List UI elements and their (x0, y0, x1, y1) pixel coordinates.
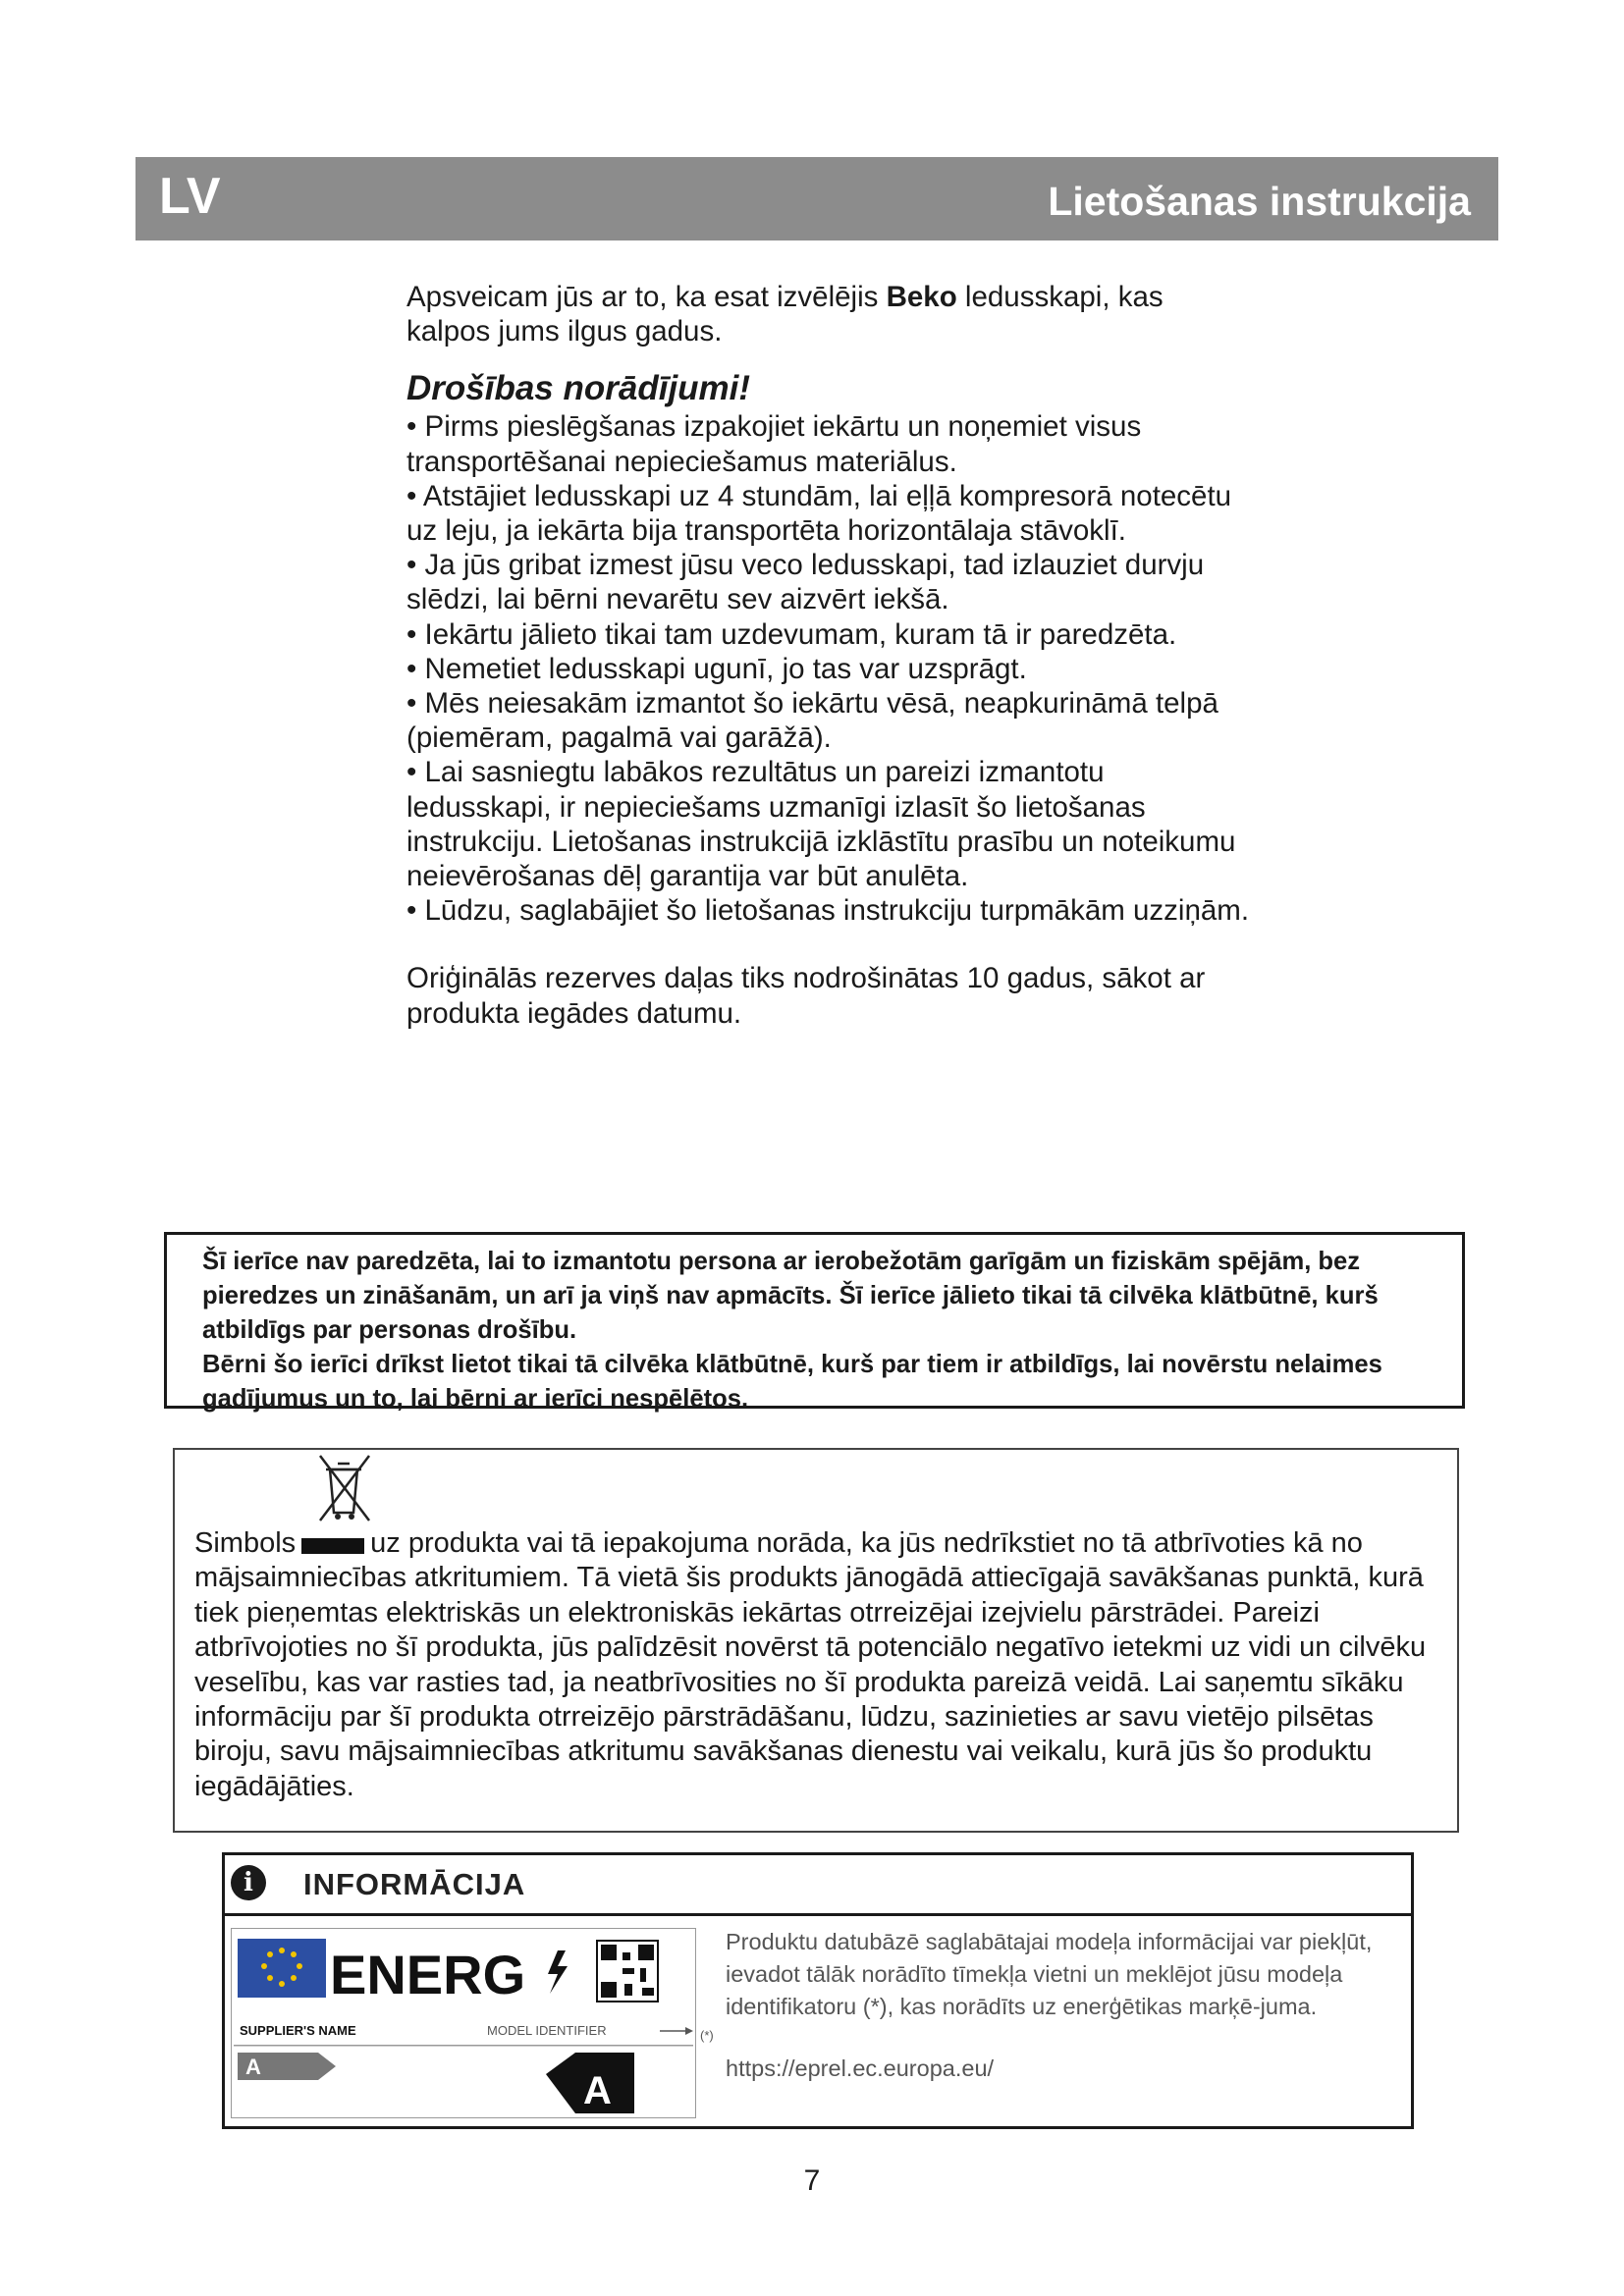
safety-item: • Pirms pieslēgšanas izpakojiet iekārtu un noņemiet visus transportēšanai nepieciešamus materiālus. (406, 410, 1142, 478)
class-letter-right: A (583, 2069, 612, 2112)
energy-word: ENERG (330, 1944, 526, 2005)
safety-item: • Lūdzu, saglabājiet šo lietošanas instrukciju turpmākām uzziņām. (406, 894, 1250, 928)
safety-item: • Mēs neiesakām izmantot šo iekārtu vēsā, neapkurināmā telpā (piemēram, pagalmā vai garāžā). (406, 687, 1218, 755)
bin-bar-icon (301, 1526, 364, 1556)
info-header (225, 1855, 1411, 1916)
eprel-link[interactable]: https://eprel.ec.europa.eu/ (726, 2056, 995, 2081)
warning-paragraph: Bērni šo ierīci drīkst lietot tikai tā cilvēka klātbūtnē, kurš par tiem ir atbildīgs, lai novērstu nelaimes gadījumus un to, lai bērni ar ierīci nespēlētos. (202, 1351, 1382, 1413)
model-identifier-label: MODEL IDENTIFIER (487, 2023, 607, 2038)
intro-text-end: ledusskapi, kas kalpos jums ilgus gadus. (406, 281, 1164, 348)
energy-label-illustration (231, 1928, 696, 2118)
qr-code-icon (597, 1941, 658, 2002)
page-number: 7 (803, 2164, 821, 2197)
class-letter-left: A (245, 2055, 261, 2079)
safety-item: • Atstājiet ledusskapi uz 4 stundām, lai eļļā kompresorā notecētu uz leju, ja iekārta bija transportēta horizontālaja stāvoklī. (406, 479, 1232, 548)
info-paragraph: Produktu datubāzē saglabātajai modeļa informācijai var piekļūt, ievadot tālāk norādīto tīmekļa vietni un meklējot jūsu modeļa identifikatoru (*), kas norādīts uz enerģētikas marķē-juma. (726, 1929, 1373, 2019)
intro-paragraph (406, 280, 1251, 348)
product-info-box (222, 1852, 1414, 2129)
info-description (726, 1926, 1393, 2085)
safety-item: • Lai sasniegtu labākos rezultātus un pareizi izmantotu ledusskapi, ir nepieciešams uzmanīgi izlasīt šo lietošanas instrukciju. Lietošanas instrukcijā izklāstītu prasību un noteikumu neievērošanas dēļ garantija var būt anulēta. (406, 756, 1236, 893)
brand-name: Beko (886, 281, 957, 313)
info-title: INFORMĀCIJA (303, 1867, 526, 1901)
safety-item: • Iekārtu jālieto tikai tam uzdevumam, kuram tā ir paredzēta. (406, 617, 1177, 651)
safety-list (406, 409, 1251, 928)
main-content (406, 280, 1251, 1031)
safety-item: • Ja jūs gribat izmest jūsu veco ledusskapi, tad izlauziet durvju slēdzi, lai bērni nevarētu sev aizvērt iekšā. (406, 549, 1205, 616)
child-safety-warning-box (164, 1232, 1465, 1413)
energy-label-graphic (232, 1929, 695, 2117)
spare-parts-note: Oriģinālās rezerves daļas tiks nodrošinātas 10 gadus, sākot ar produkta iegādes datumu. (406, 962, 1206, 1030)
recycling-box (173, 1448, 1459, 1833)
document-title: Lietošanas instrukcija (1048, 179, 1471, 224)
identifier-marker: (*) (700, 2028, 714, 2043)
info-icon: i (231, 1865, 266, 1900)
intro-text-start: Apsveicam jūs ar to, ka esat izvēlējis (406, 281, 887, 313)
safety-item: • Nemetiet ledusskapi ugunī, jo tas var uzsprāgt. (406, 652, 1027, 685)
recycling-text-end: uz produkta vai tā iepakojuma norāda, ka jūs nedrīkstiet no tā atbrīvoties kā no mājsaimniecības atkritumiem. Tā vietā šis produkts jānogādā attiecīgajā savākšanas punktā, kurā tiek pieņemtas elektriskās un elektroniskās iekārtas otrreizējai izejvielu pārstrādei. Pareizi atbrīvojoties no šī produkta, jūs palīdzēsit novērst tā potenciālo negatīvo ietekmi uz vidi un cilvēku veselību, kas var rasties tad, ja neatbrīvosities no šī produkta pareizā veidā. Lai saņemtu sīkāku informāciju par šī produkta otrreizējo pārstrādāšanu, lūdzu, sazinieties ar savu vietējo pilsētas biroju, savu mājsaimniecības atkritumu savākšanas dienestu vai veikalu, kurā jūs šo produktu iegādājāties. (194, 1527, 1427, 1802)
lightning-icon (548, 1950, 568, 1994)
warning-paragraph: Šī ierīce nav paredzēta, lai to izmantotu persona ar ierobežotām garīgām un fiziskām spējām, bez pieredzes un zināšanām, un arī ja viņš nav apmācīts. Šī ierīce jālieto tikai tā cilvēka klātbūtnē, kurš atbildīgs par personas drošību. (202, 1248, 1379, 1344)
recycling-paragraph (194, 1526, 1439, 1804)
safety-heading: Drošības norādījumi! (406, 369, 751, 408)
page-header (135, 157, 1498, 240)
language-code: LV (159, 168, 221, 225)
recycling-text-start: Simbols (194, 1527, 297, 1559)
crossed-bin-icon (310, 1452, 377, 1522)
supplier-name-label: SUPPLIER'S NAME (240, 2023, 356, 2038)
